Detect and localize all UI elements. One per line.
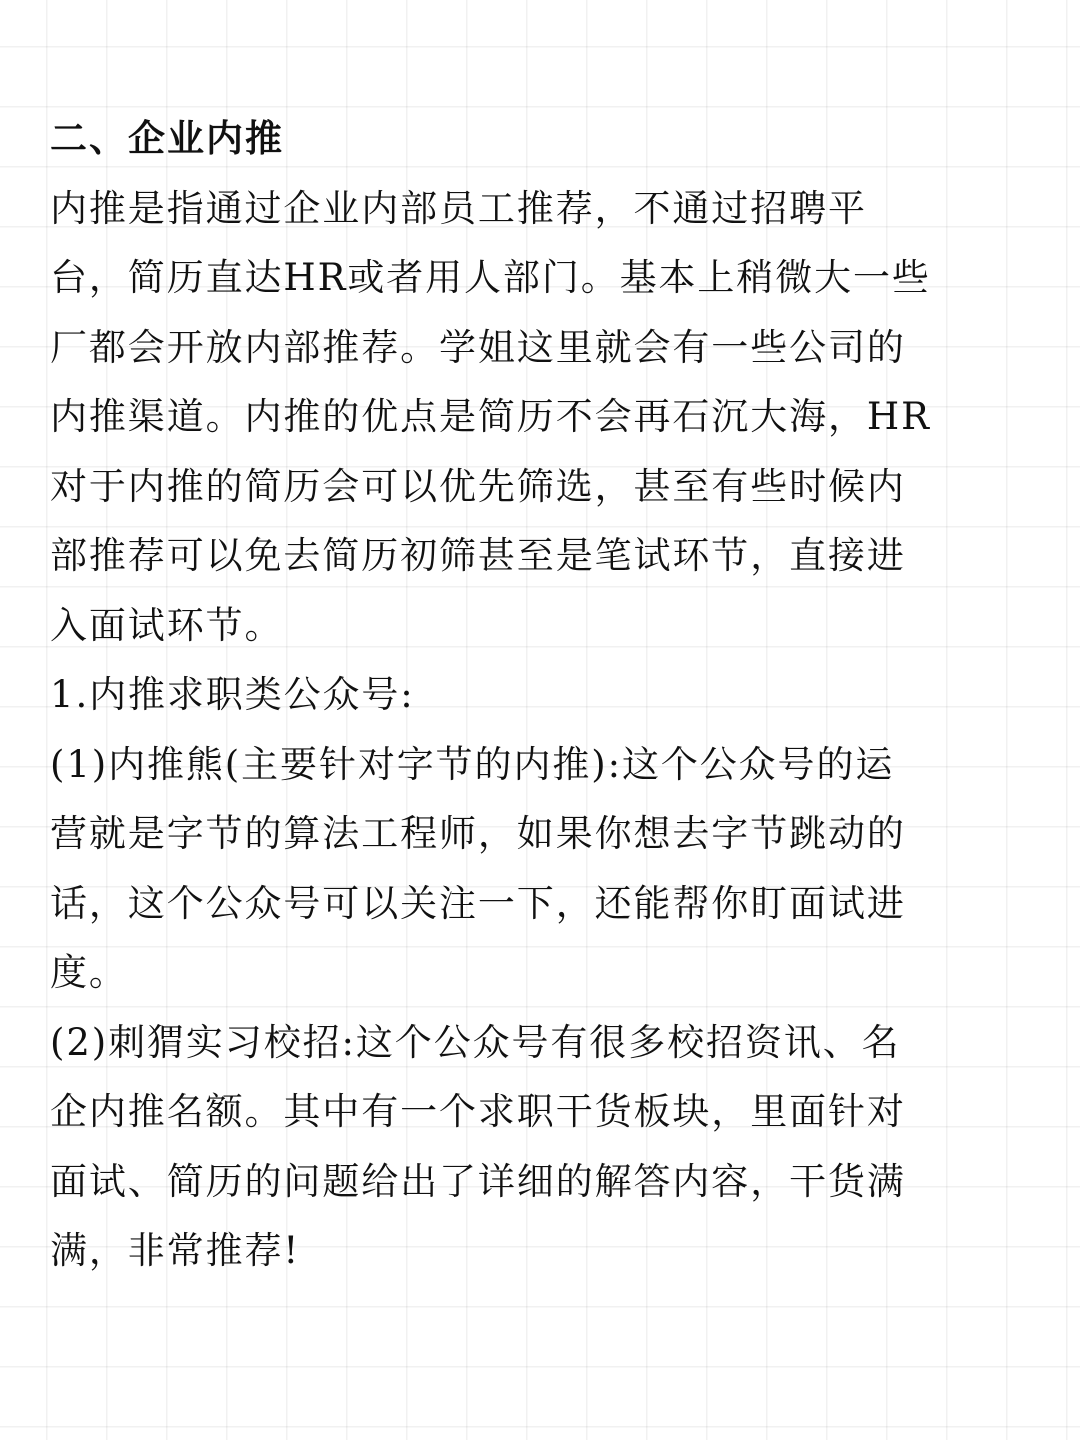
item-1-first-line [50,730,1028,800]
section-title: 1.内推求职类公众号: [50,673,415,716]
item-1-text: 这个公众号的运 [621,742,895,786]
article-heading: 二、企业内推 [50,116,284,160]
item-1-line-4: 度。 [50,951,128,994]
item-2-text: 这个公众号有很多校招资讯、名 [355,1020,901,1064]
item-2-line-4: 满，非常推荐! [50,1229,301,1272]
item-2-first-line [50,1008,1028,1078]
intro-line-7: 入面试环节。 [50,603,284,647]
item-2-line-3: 面试、简历的问题给出了详细的解答内容，干货满 [50,1159,906,1203]
intro-line-5: 对于内推的简历会可以优先筛选，甚至有些时候内 [50,464,906,508]
intro-line-4: 内推渠道。内推的优点是简历不会再石沉大海，HR [50,395,931,438]
item-2-label: (2)刺猬实习校招: [50,1020,356,1064]
item-1-line-2: 营就是字节的算法工程师，如果你想去字节跳动的 [50,812,906,855]
item-2-line-2: 企内推名额。其中有一个求职干货板块，里面针对 [50,1090,906,1133]
intro-line-6: 部推荐可以免去简历初筛甚至是笔试环节，直接进 [50,534,906,577]
item-1-line-3: 话，这个公众号可以关注一下，还能帮你盯面试进 [50,881,906,925]
intro-line-2: 台，简历直达HR或者用人部门。基本上稍微大一些 [50,256,931,299]
intro-line-1: 内推是指通过企业内部员工推荐，不通过招聘平 [50,186,867,230]
intro-line-3: 厂都会开放内部推荐。学姐这里就会有一些公司的 [50,325,906,369]
item-1-label: (1)内推熊(主要针对字节的内推): [50,742,622,786]
